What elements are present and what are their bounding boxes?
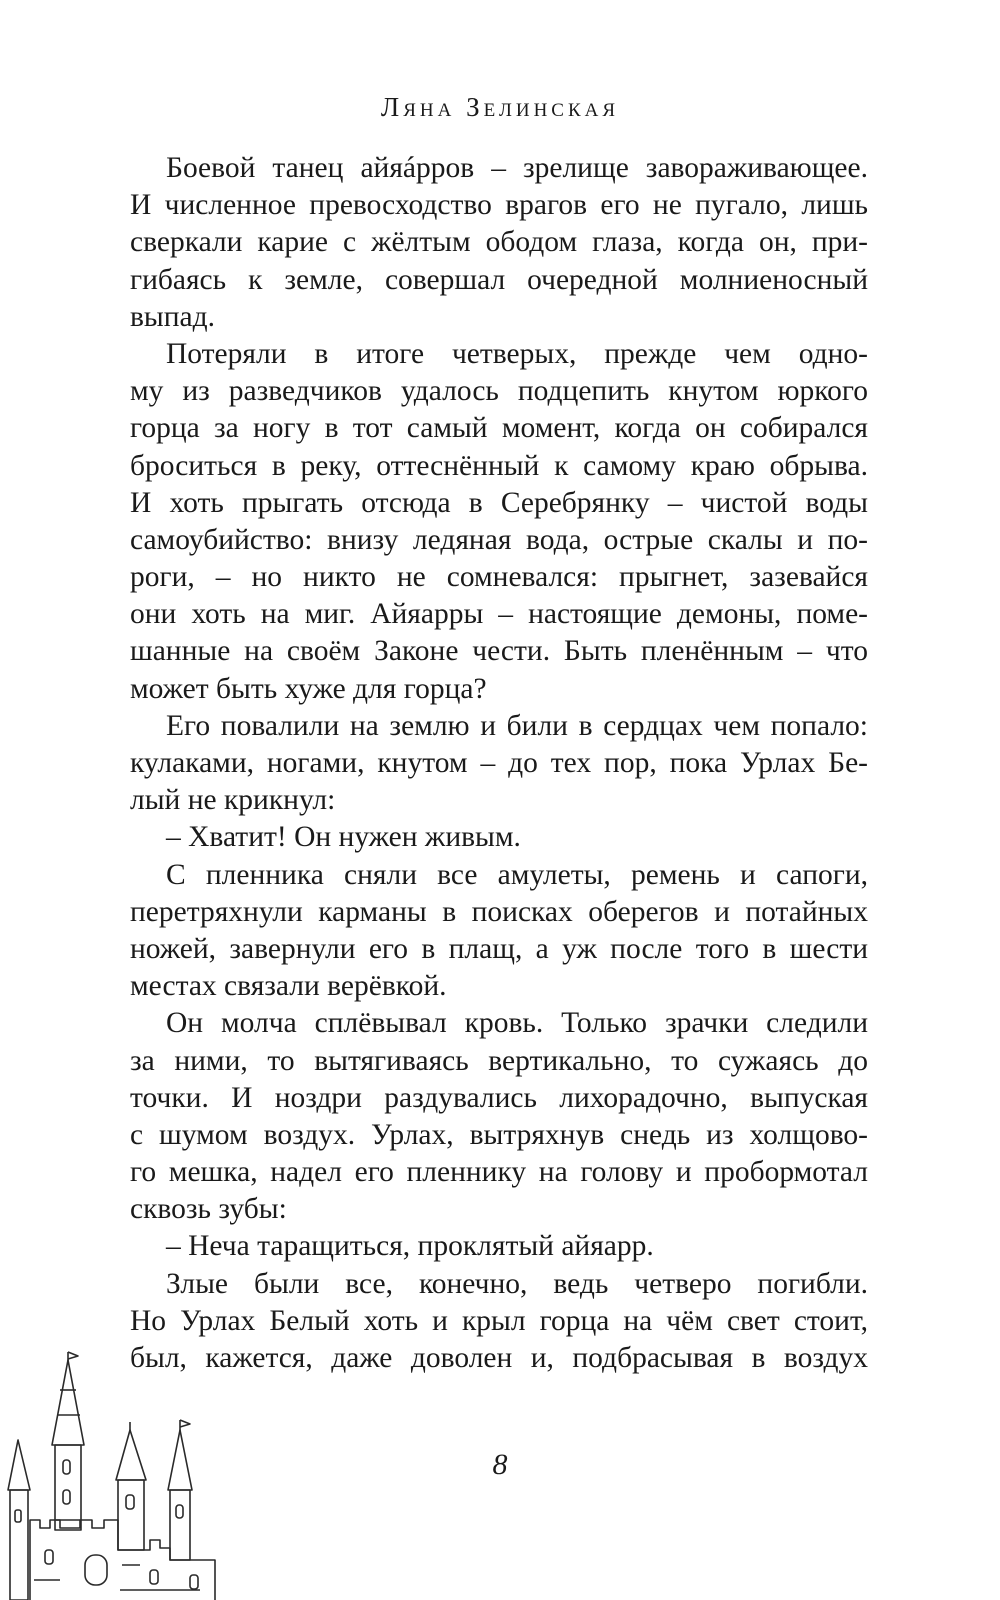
text-line: ножей, завернули его в плащ, а уж после того в шести [130, 932, 868, 965]
text-line: – Хватит! Он нужен живым. [166, 821, 521, 854]
text-line: был, кажется, даже доволен и, подбрасывая в воздух [130, 1342, 868, 1374]
text-line: Его повалили на землю и били в сердцах чем попало: [166, 709, 868, 742]
text-line: С пленника сняли все амулеты, ремень и сапоги, [166, 858, 868, 891]
text-line: роги, – но никто не сомневался: прыгнет, зазевайся [130, 561, 868, 594]
text-line: сверкали карие с жёлтым ободом глаза, когда он, при- [130, 226, 868, 259]
page-number: 8 [492, 1448, 508, 1481]
text-line: го мешка, надел его пленнику на голову и пробормотал [130, 1156, 868, 1189]
text-line: самоубийство: внизу ледяная вода, острые скалы и по- [130, 523, 868, 556]
text-line: – Неча таращиться, проклятый айяарр. [166, 1230, 654, 1263]
text-line: с шумом воздух. Урлах, вытряхнув снедь из холщово- [130, 1118, 868, 1151]
text-line: точки. И ноздри раздувались лихорадочно, выпуская [130, 1081, 868, 1114]
text-line: броситься в реку, оттеснённый к самому краю обрыва. [130, 449, 868, 482]
text-line: Боевой танец айяáрров – зрелище завораживающее. [166, 152, 868, 184]
text-line: перетряхнули карманы в поисках оберегов и потайных [130, 895, 868, 928]
text-line: му из разведчиков удалось подцепить кнутом юркого [130, 375, 868, 408]
text-line: гибаясь к земле, совершал очередной молниеносный [130, 263, 868, 296]
castle-illustration-icon [0, 1350, 235, 1600]
text-line: кулаками, ногами, кнутом – до тех пор, пока Урлах Бе- [130, 747, 868, 779]
text-line: шанные на своём Законе чести. Быть пленённым – что [130, 635, 868, 668]
text-line: они хоть на миг. Айяарры – настоящие демоны, поме- [130, 598, 868, 631]
text-line: может быть хуже для горца? [130, 672, 487, 705]
text-line: И хоть прыгать отсюда в Серебрянку – чистой воды [130, 486, 868, 519]
text-line: Он молча сплёвывал кровь. Только зрачки следили [166, 1007, 868, 1040]
text-line: Но Урлах Белый хоть и крыл горца на чём свет стоит, [130, 1304, 868, 1337]
text-line: выпад. [130, 300, 216, 333]
text-line: местах связали верёвкой. [130, 970, 447, 1003]
page-body-text [130, 150, 868, 1377]
running-header-author: Ляна Зелинская [380, 92, 620, 122]
text-line: Злые были все, конечно, ведь четверо погибли. [166, 1267, 868, 1300]
text-line: И численное превосходство врагов его не пугало, лишь [130, 189, 868, 222]
text-line: Потеряли в итоге четверых, прежде чем одно- [166, 337, 868, 370]
text-line: сквозь зубы: [130, 1193, 287, 1226]
text-line: горца за ногу в тот самый момент, когда он собирался [130, 412, 868, 445]
text-line: за ними, то вытягиваясь вертикально, то сужаясь до [130, 1044, 868, 1077]
text-line: лый не крикнул: [130, 784, 336, 817]
